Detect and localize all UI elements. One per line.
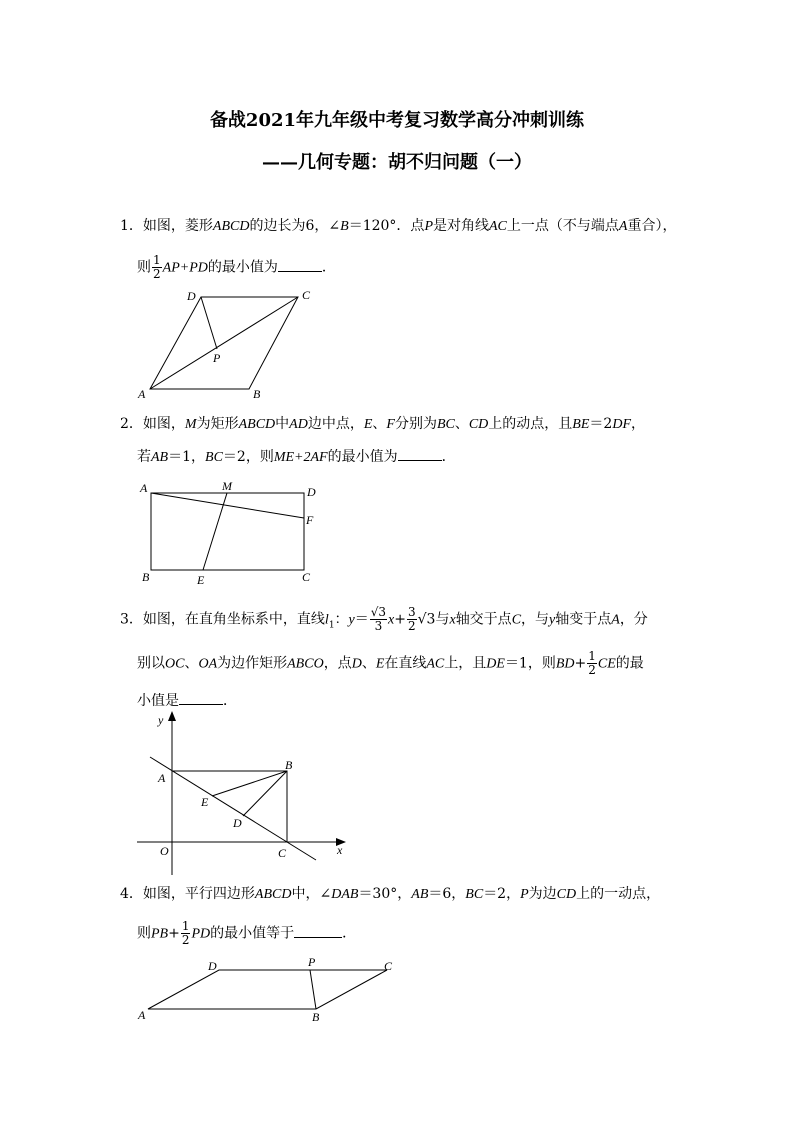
rectangle-abcd — [151, 493, 304, 570]
label-m: M — [222, 479, 232, 493]
label-e: E — [197, 573, 205, 587]
line-l1 — [150, 757, 316, 860]
label-a: A — [138, 387, 146, 401]
question-4-line-1: 4．如图，平行四边形ABCD中，∠DAB＝30°，AB＝6，BC＝2，P为边CD上的一动点， — [120, 886, 661, 902]
parallelogram-abcd — [148, 970, 387, 1009]
label-c: C — [302, 288, 311, 302]
label-a: A — [158, 771, 166, 785]
label-x: x — [337, 843, 343, 857]
segment-be — [212, 771, 287, 796]
label-a: A — [140, 481, 148, 495]
page-subtitle: ——几何专题：胡不归问题（一） — [262, 152, 532, 173]
segment-pd — [201, 297, 217, 349]
question-1-line-1: 1．如图，菱形ABCD的边长为6，∠B＝120°．点P是对角线AC上一点（不与端点A重合）， — [120, 218, 677, 234]
figure-1-rhombus — [150, 297, 298, 389]
fraction-sqrt3-over-3: $\frac{√3}{3}$ — [370, 605, 387, 633]
label-e: E — [201, 795, 209, 809]
question-2-line-2: 若AB＝1，BC＝2，则ME+2AF的最小值为 ． — [137, 446, 456, 468]
label-d: D — [208, 959, 217, 973]
question-1-line-2: 则 $\frac{1}{2}$ AP+PD的最小值为 ． — [137, 253, 336, 281]
page-title: 备战2021年九年级中考复习数学高分冲刺训练 — [209, 110, 585, 131]
label-p: P — [213, 351, 221, 365]
label-c: C — [302, 570, 311, 584]
label-c: C — [384, 959, 393, 973]
label-f: F — [306, 513, 314, 527]
fraction-3-over-2: $\frac{3}{2}$ — [408, 605, 416, 633]
fraction-half: $\frac{1}{2}$ — [181, 919, 190, 947]
question-3-line-1: 3．如图，在直角坐标系中，直线$l_1$：y＝ $\frac{√3}{3}$ x+ $\frac{3}{2}$ √3与x轴交于点C，与y轴变于点A，分 — [120, 605, 648, 633]
segment-pb — [310, 970, 316, 1009]
label-o: O — [160, 844, 169, 858]
label-c: C — [278, 846, 287, 860]
label-d: D — [233, 816, 242, 830]
label-a: A — [138, 1008, 146, 1022]
question-2-line-1: 2．如图，M为矩形ABCD中AD边中点，E、F分别为BC、CD上的动点，且BE＝2DF， — [120, 416, 645, 432]
label-b: B — [142, 570, 150, 584]
segment-af — [151, 493, 304, 518]
segment-bd — [243, 771, 287, 816]
label-d: D — [307, 485, 316, 499]
fraction-half: $\frac{1}{2}$ — [153, 253, 161, 281]
label-b: B — [312, 1010, 320, 1024]
fraction-half: $\frac{1}{2}$ — [588, 649, 596, 677]
label-d: D — [187, 289, 196, 303]
figure-2-rectangle — [151, 493, 304, 570]
figure-4-parallelogram — [148, 970, 387, 1009]
segment-me — [203, 493, 227, 570]
diagonal-ac — [150, 297, 298, 389]
question-4-line-2: 则PB+ $\frac{1}{2}$ PD的最小值等于 ． — [137, 919, 357, 947]
question-3-line-3: 小值是 ． — [137, 690, 237, 711]
label-b: B — [285, 758, 293, 772]
label-y: y — [158, 713, 164, 727]
label-b: B — [253, 387, 261, 401]
label-p: P — [308, 955, 316, 969]
question-3-line-2: 别以OC、OA为边作矩形ABCO，点D、E在直线AC上，且DE＝1，则BD+ $\frac{1}{2}$ CE的最 — [137, 649, 644, 677]
